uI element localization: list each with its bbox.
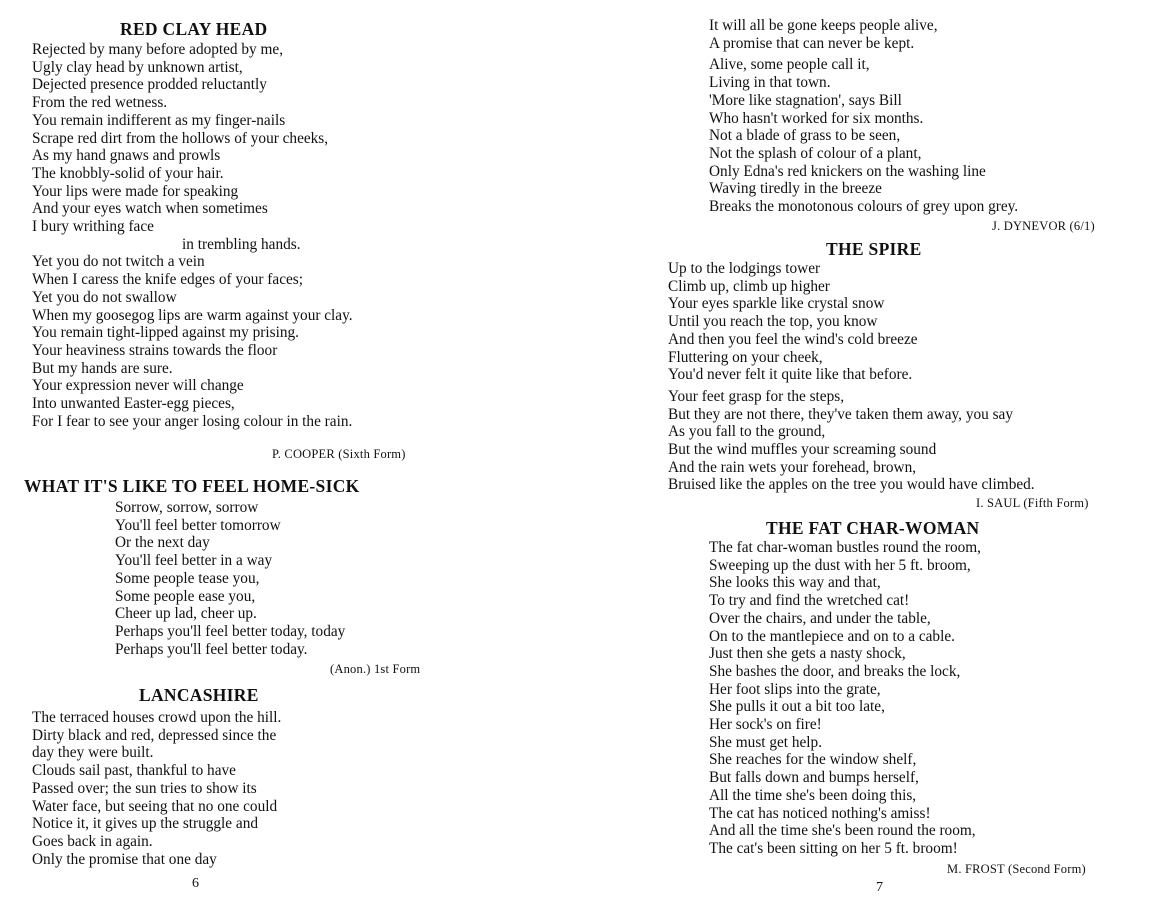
poem-line: Living in that town. — [709, 74, 831, 92]
poem-line: Notice it, it gives up the struggle and — [32, 815, 259, 833]
poem-author: P. COOPER (Sixth Form) — [272, 447, 406, 461]
poem-line: And then you feel the wind's cold breeze — [668, 330, 918, 348]
poem-line: Fluttering on your cheek, — [668, 348, 823, 366]
poem-line: The cat has noticed nothing's amiss! — [709, 804, 931, 822]
poem-line: On to the mantlepiece and on to a cable. — [709, 627, 955, 645]
poem-line: Your feet grasp for the steps, — [668, 387, 845, 405]
poem-line: As my hand gnaws and prowls — [32, 147, 221, 165]
poem-line: As you fall to the ground, — [668, 423, 826, 441]
poem-line: She reaches for the window shelf, — [709, 751, 917, 769]
poem-line: Until you reach the top, you know — [668, 313, 878, 331]
poem-lines — [32, 41, 353, 430]
poem-line: Perhaps you'll feel better today, today — [115, 622, 346, 640]
page-number: 6 — [192, 876, 199, 891]
poem-line: You'll feel better in a way — [115, 552, 273, 570]
poem-line: She must get help. — [709, 733, 823, 751]
poem-fat-char-woman — [709, 517, 981, 858]
poem-line: Goes back in again. — [32, 832, 153, 850]
poem-lancashire-continued — [709, 17, 1018, 216]
poem-lines — [32, 709, 281, 868]
poem-lines — [668, 260, 1035, 494]
poem-title: THE SPIRE — [826, 239, 922, 259]
poem-line: And your eyes watch when sometimes — [32, 200, 268, 218]
poem-line: Some people tease you, — [115, 569, 260, 587]
poem-line: But they are not there, they've taken them away, you say — [668, 405, 1013, 423]
poem-line: Who hasn't worked for six months. — [709, 109, 924, 127]
poem-line: You'll feel better tomorrow — [115, 516, 281, 534]
poem-line: Not the splash of colour of a plant, — [709, 144, 922, 162]
poem-home-sick — [24, 475, 360, 658]
poem-line: When I caress the knife edges of your faces; — [32, 271, 303, 289]
poem-line: For I fear to see your anger losing colour in the rain. — [32, 412, 353, 430]
poem-line: Bruised like the apples on the tree you would have climbed. — [668, 476, 1035, 494]
poem-lines — [709, 539, 981, 858]
poem-line: All the time she's been doing this, — [709, 786, 917, 804]
poem-line: Only Edna's red knickers on the washing line — [709, 162, 986, 180]
poem-line: Cheer up lad, cheer up. — [115, 605, 257, 623]
poem-line: Not a blade of grass to be seen, — [709, 127, 901, 145]
poem-title: LANCASHIRE — [139, 685, 259, 705]
poem-line: She bashes the door, and breaks the lock, — [709, 662, 961, 680]
page-number: 7 — [876, 880, 883, 895]
poem-line: The fat char-woman bustles round the room, — [709, 539, 981, 556]
poem-author: M. FROST (Second Form) — [947, 862, 1086, 876]
poem-line: Or the next day — [115, 534, 210, 552]
poem-line: Yet you do not twitch a vein — [32, 253, 205, 271]
poem-red-clay-head — [32, 18, 353, 430]
poem-line: But my hands are sure. — [32, 359, 173, 377]
poem-line: Clouds sail past, thankful to have — [32, 762, 236, 780]
poem-line: Breaks the monotonous colours of grey upon grey. — [709, 198, 1019, 216]
poem-the-spire — [668, 238, 1035, 494]
poem-line: It will all be gone keeps people alive, — [709, 17, 938, 34]
poem-lines — [24, 499, 360, 658]
poem-title: RED CLAY HEAD — [120, 19, 268, 39]
poem-line: You'd never felt it quite like that before. — [668, 366, 913, 384]
poem-line: Your eyes sparkle like crystal snow — [668, 295, 885, 313]
poem-author: J. DYNEVOR (6/1) — [992, 219, 1095, 233]
poem-line: Dejected presence prodded reluctantly — [32, 76, 267, 94]
poem-line: The knobbly-solid of your hair. — [32, 164, 224, 182]
poem-author: I. SAUL (Fifth Form) — [976, 496, 1089, 510]
poem-line: Your expression never will change — [32, 377, 244, 395]
poem-line: 'More like stagnation', says Bill — [709, 91, 902, 109]
poem-lancashire — [32, 684, 281, 868]
poem-line: Some people ease you, — [115, 587, 256, 605]
poem-line: Water face, but seeing that no one could — [32, 797, 278, 815]
poem-line: The terraced houses crowd upon the hill. — [32, 709, 282, 726]
poem-line: But the wind muffles your screaming sound — [668, 441, 937, 459]
poem-line: Her sock's on fire! — [709, 716, 822, 734]
poem-line: And all the time she's been round the room, — [709, 822, 976, 840]
poem-line: Rejected by many before adopted by me, — [32, 41, 284, 58]
poem-line: But falls down and bumps herself, — [709, 769, 919, 787]
poem-line: You remain tight-lipped against my prising. — [32, 324, 299, 342]
poem-line: Her foot slips into the grate, — [709, 680, 881, 698]
poem-line: in trembling hands. — [182, 235, 301, 253]
poem-line: Ugly clay head by unknown artist, — [32, 58, 243, 76]
poem-line: The cat's been sitting on her 5 ft. broom! — [709, 839, 958, 857]
poem-line: A promise that can never be kept. — [709, 34, 915, 52]
poem-line: From the red wetness. — [32, 94, 168, 112]
poem-title: THE FAT CHAR-WOMAN — [766, 518, 980, 538]
poem-line: Alive, some people call it, — [709, 56, 870, 74]
poem-line: Over the chairs, and under the table, — [709, 609, 931, 627]
poem-line: You remain indifferent as my finger-nails — [32, 111, 286, 129]
poem-line: Sorrow, sorrow, sorrow — [115, 499, 259, 516]
poem-line: To try and find the wretched cat! — [709, 592, 910, 610]
poem-title: WHAT IT'S LIKE TO FEEL HOME-SICK — [24, 476, 360, 496]
poem-line: Sweeping up the dust with her 5 ft. broom, — [709, 556, 971, 574]
poem-line: day they were built. — [32, 744, 154, 762]
poem-line: Scrape red dirt from the hollows of your cheeks, — [32, 129, 329, 147]
poem-line: Just then she gets a nasty shock, — [709, 645, 906, 663]
poem-line: When my goosegog lips are warm against your clay. — [32, 306, 353, 324]
poem-line: She pulls it out a bit too late, — [709, 698, 885, 716]
poem-line: And the rain wets your forehead, brown, — [668, 458, 917, 476]
poem-line: Up to the lodgings tower — [668, 260, 821, 277]
poem-line: Only the promise that one day — [32, 850, 217, 868]
poem-line: She looks this way and that, — [709, 574, 881, 592]
poem-line: I bury writhing face — [32, 218, 154, 236]
poem-line: Your heaviness strains towards the floor — [32, 341, 278, 359]
poem-line: Dirty black and red, depressed since the — [32, 726, 277, 744]
poem-line: Yet you do not swallow — [32, 288, 177, 306]
poem-author: (Anon.) 1st Form — [330, 662, 421, 676]
poem-line: Your lips were made for speaking — [32, 182, 239, 200]
poem-line: Climb up, climb up higher — [668, 277, 830, 295]
poem-line: Perhaps you'll feel better today. — [115, 640, 308, 658]
poem-line: Waving tiredly in the breeze — [709, 180, 882, 198]
poem-line: Into unwanted Easter-egg pieces, — [32, 395, 235, 413]
poem-lines — [709, 17, 1018, 216]
poem-line: Passed over; the sun tries to show its — [32, 779, 257, 797]
